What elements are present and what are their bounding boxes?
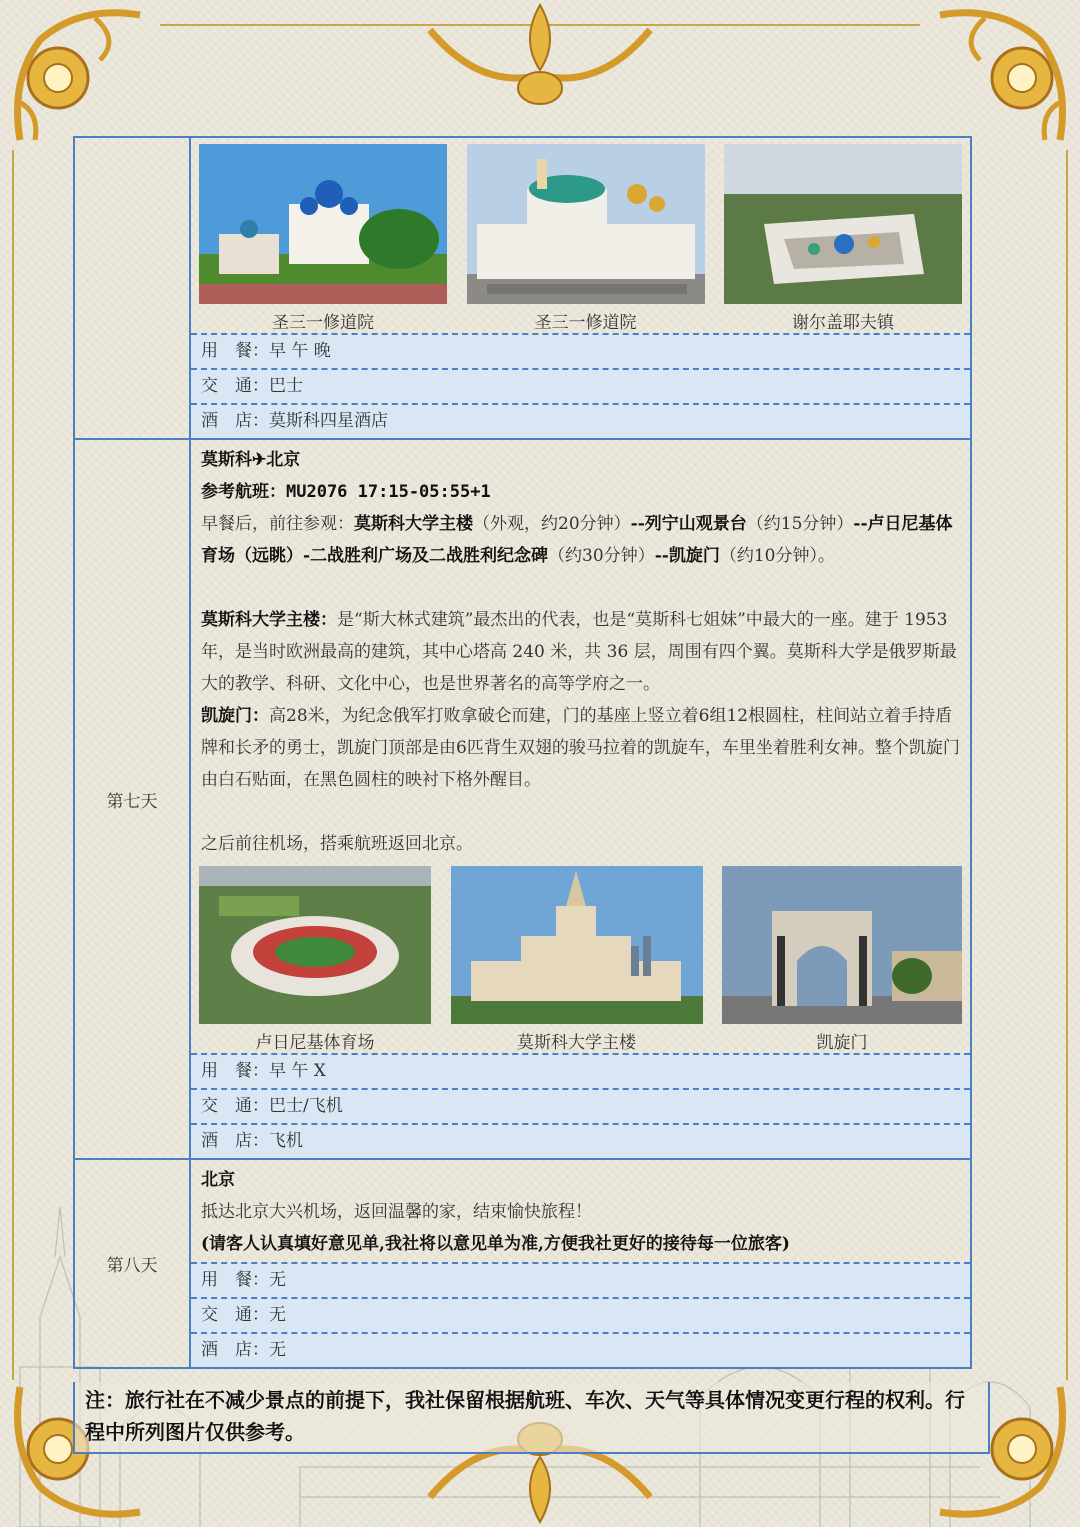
day7-arch-description: 凯旋门：高28米，为纪念俄军打败拿破仑而建，门的基座上竖立着6组12根圆柱，柱间站立着手持盾牌和长矛的勇士，凯旋门顶部是由6匹背生双翅的骏马拉着的凯旋车，车里坐着胜利女神。整个凯旋门由白石贴面，在黑色圆柱的映衬下格外醒目。 xyxy=(201,706,960,790)
day7-intro: 早餐后，前往参观：莫斯科大学主楼（外观，约20分钟）--列宁山观景台（约15分钟）--卢日尼基体育场（远眺）-二战胜利广场及二战胜利纪念碑（约30分钟）--凯旋门（约10分钟）。 xyxy=(201,514,953,566)
photo-sergiev-posad xyxy=(724,144,962,333)
day7-content xyxy=(190,439,971,1159)
meals-row: 用 餐：早 午 X xyxy=(191,1053,970,1088)
day8-route: 北京 xyxy=(201,1170,235,1190)
hotel-row: 酒 店：莫斯科四星酒店 xyxy=(191,403,970,438)
photo-caption: 卢日尼基体育场 xyxy=(255,1033,375,1053)
day6-label-cell xyxy=(74,137,190,439)
day8-content xyxy=(190,1159,971,1368)
day7-label-cell: 第七天 xyxy=(74,439,190,1159)
university-photo-icon xyxy=(451,866,703,1024)
hotel-row: 酒 店：无 xyxy=(191,1332,970,1367)
transport-row: 交 通：无 xyxy=(191,1297,970,1332)
photo-trinity-monastery-1 xyxy=(199,144,447,333)
town-aerial-photo-icon xyxy=(724,144,962,304)
arch-photo-icon xyxy=(722,866,962,1024)
day8-text-block xyxy=(191,1160,970,1262)
stadium-photo-icon xyxy=(199,866,431,1024)
transport-row: 交 通：巴士 xyxy=(191,368,970,403)
photo-caption: 莫斯科大学主楼 xyxy=(517,1033,636,1053)
monastery-photo-icon xyxy=(467,144,705,304)
hotel-row: 酒 店：飞机 xyxy=(191,1123,970,1158)
corner-ornament-top-left xyxy=(0,0,150,150)
monastery-photo-icon xyxy=(199,144,447,304)
day6-row xyxy=(74,137,971,439)
day7-photo-strip xyxy=(191,866,970,1053)
meals-row: 用 餐：无 xyxy=(191,1262,970,1297)
photo-caption: 圣三一修道院 xyxy=(534,313,637,333)
day8-row xyxy=(74,1159,971,1368)
day7-after: 之后前往机场，搭乘航班返回北京。 xyxy=(201,834,473,854)
day7-msu-description: 莫斯科大学主楼：是“斯大林式建筑”最杰出的代表，也是“莫斯科七姐妹”中最大的一座。建于 1953 年，是当时欧洲最高的建筑，其中心塔高 240 米，共 36 层，周围有四个翼。莫斯科大学是俄罗斯最大的教学、科研、文化中心，也是世界著名的高等学府之一。 xyxy=(201,610,957,694)
top-center-ornament xyxy=(420,0,660,110)
photo-trinity-monastery-2 xyxy=(467,144,705,333)
footer-note: 注：旅行社在不减少景点的前提下，我社保留根据航班、车次、天气等具体情况变更行程的权利。行程中所列图片仅供参考。 xyxy=(73,1382,990,1454)
day7-flight: 参考航班：MU2076 17:15-05:55+1 xyxy=(201,482,491,502)
photo-caption: 圣三一修道院 xyxy=(272,313,374,333)
meals-row: 用 餐：早 午 晚 xyxy=(191,333,970,368)
photo-msu-main-building xyxy=(451,866,703,1053)
itinerary-table xyxy=(73,136,972,1369)
day8-label-cell: 第八天 xyxy=(74,1159,190,1368)
transport-row: 交 通：巴士/飞机 xyxy=(191,1088,970,1123)
day7-text-block xyxy=(191,440,970,866)
photo-caption: 谢尔盖耶夫镇 xyxy=(792,313,894,333)
day6-content xyxy=(190,137,971,439)
photo-triumphal-arch xyxy=(722,866,962,1053)
day8-remark: (请客人认真填好意见单,我社将以意见单为准,方便我社更好的接待每一位旅客) xyxy=(201,1234,790,1254)
corner-ornament-top-right xyxy=(930,0,1080,150)
day6-photo-strip xyxy=(191,138,970,333)
photo-caption: 凯旋门 xyxy=(816,1033,868,1053)
day8-text: 抵达北京大兴机场，返回温馨的家，结束愉快旅程！ xyxy=(201,1202,592,1222)
day7-route: 莫斯科✈北京 xyxy=(201,450,301,470)
photo-luzhniki-stadium xyxy=(199,866,431,1053)
day7-row xyxy=(74,439,971,1159)
